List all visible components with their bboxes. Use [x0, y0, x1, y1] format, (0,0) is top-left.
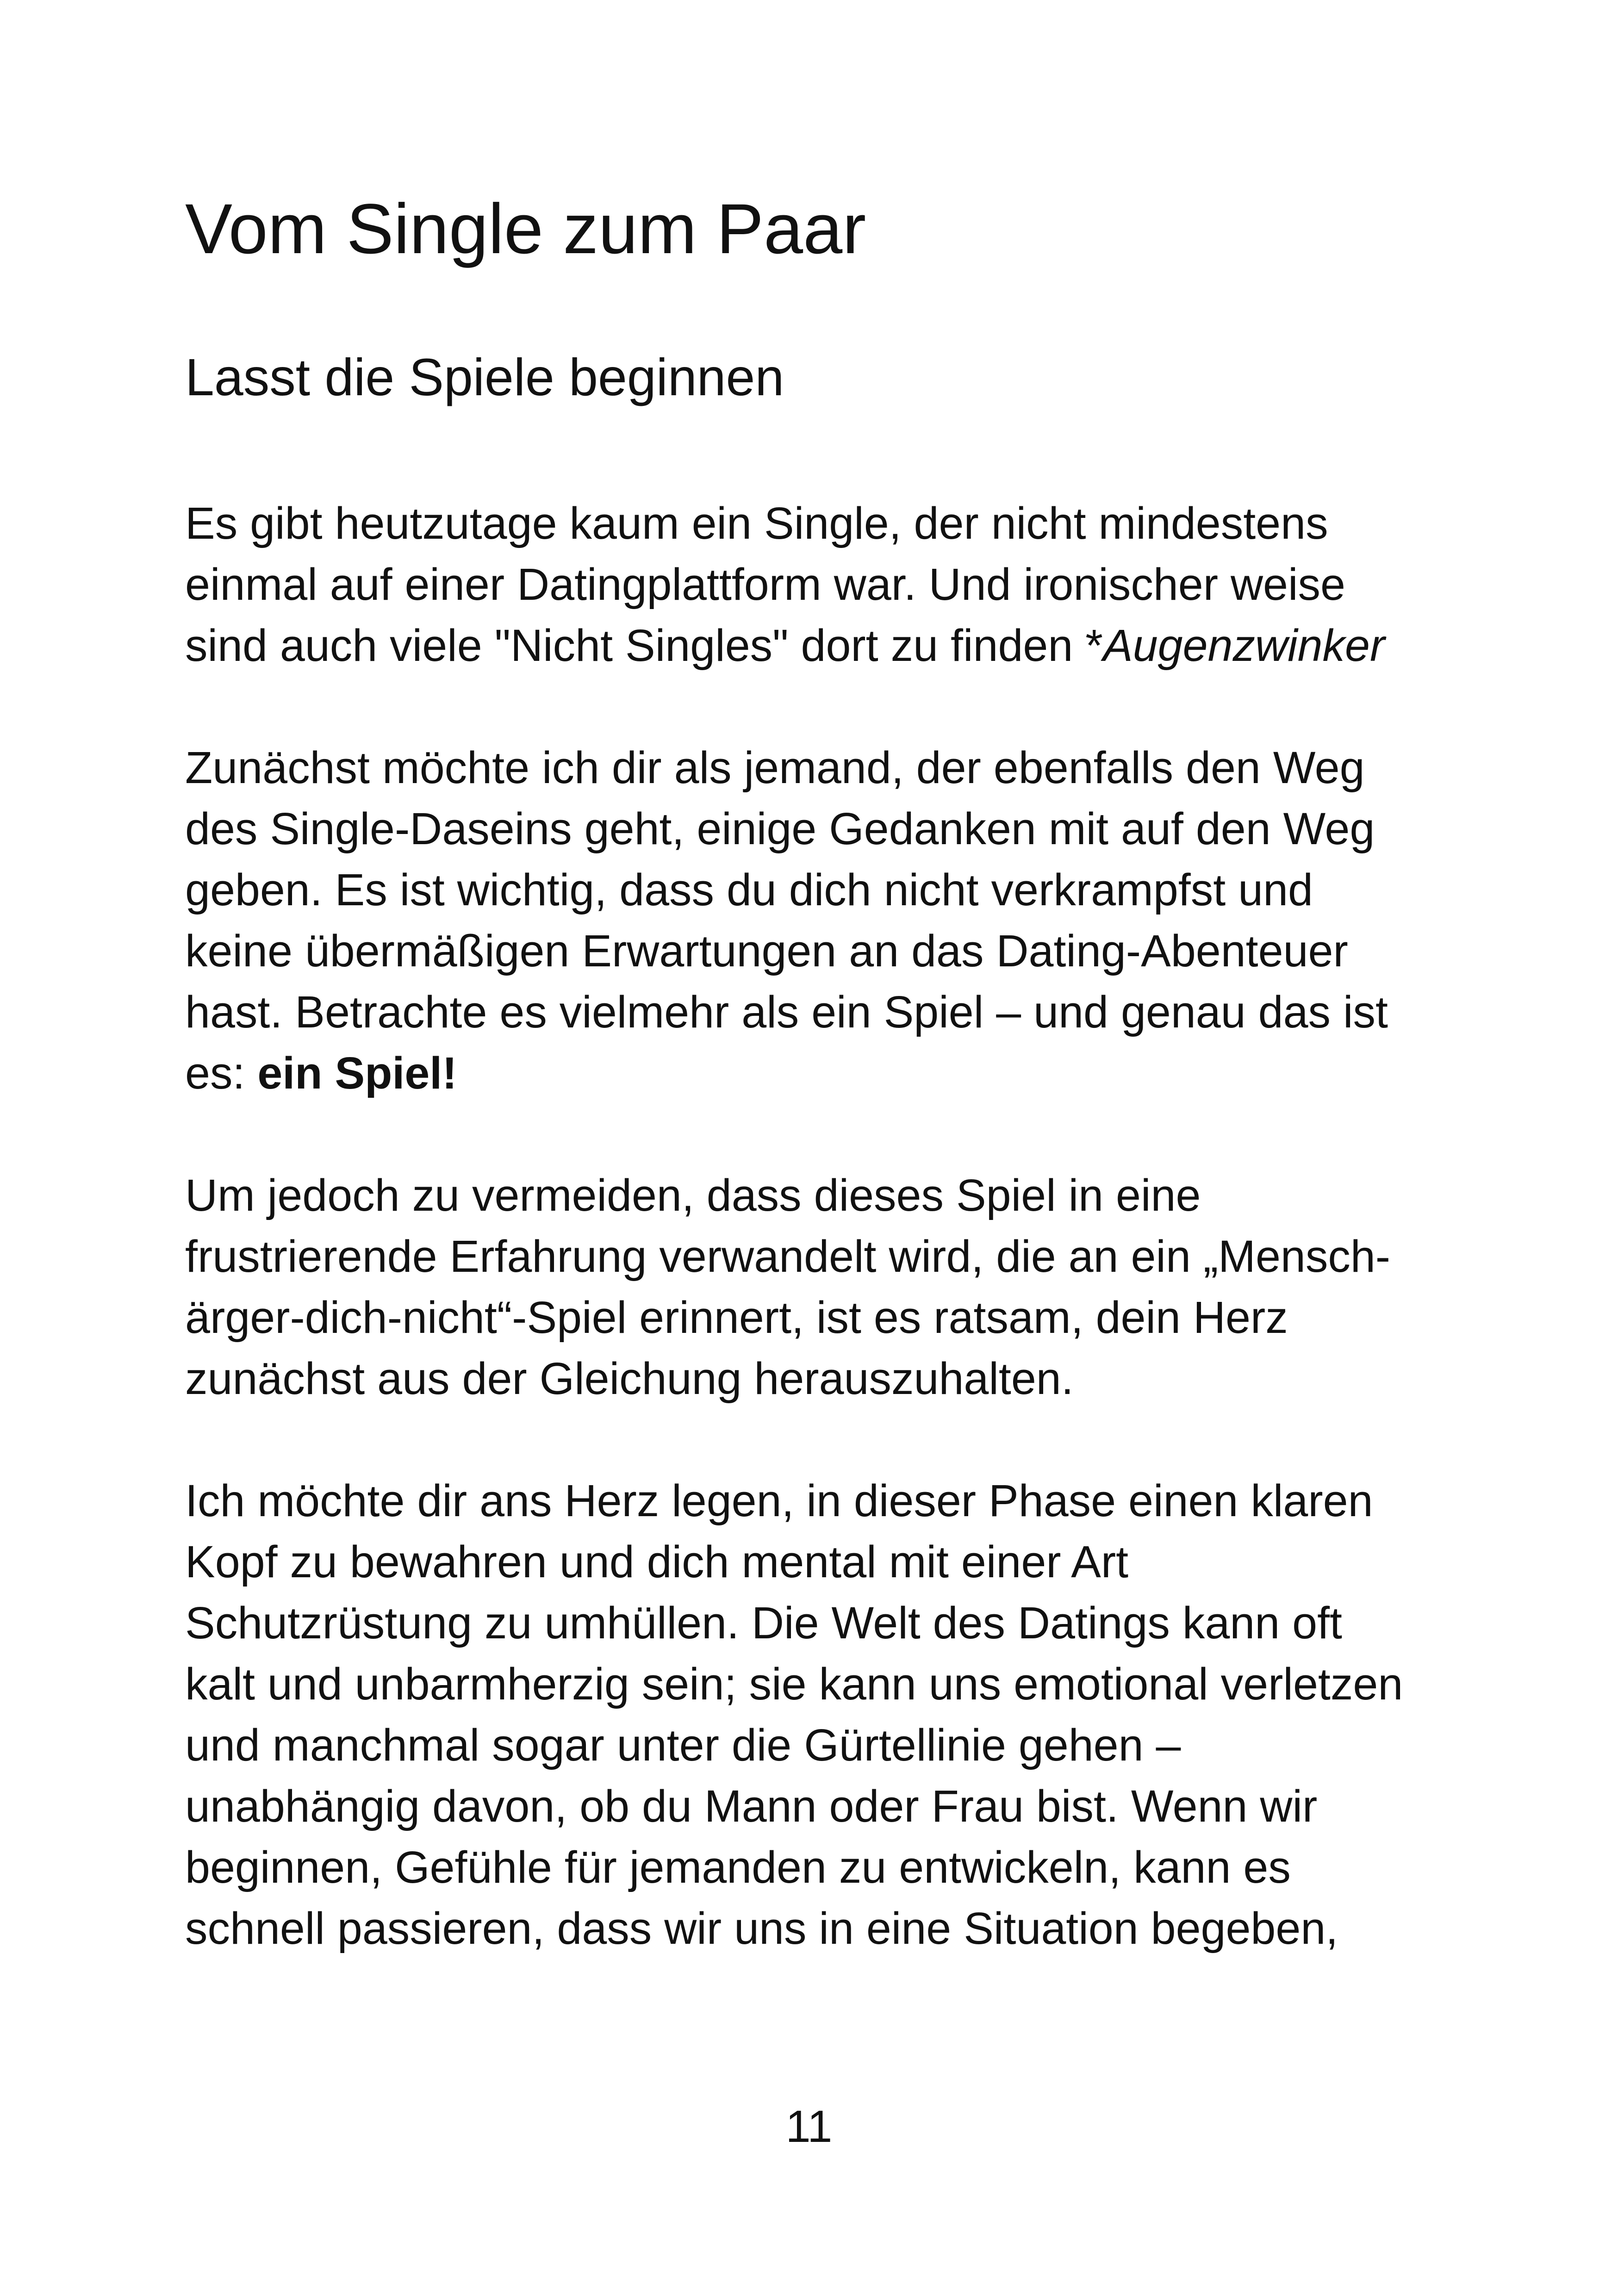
page-number: 11: [785, 2101, 833, 2152]
text-line: ärger-dich-nicht“-Spiel erinnert, ist es ratsam, dein Herz: [185, 1292, 1288, 1343]
text-line: und manchmal sogar unter die Gürtellinie gehen –: [185, 1720, 1181, 1770]
section-title: Lasst die Spiele beginnen: [185, 348, 784, 406]
text-line: Ich möchte dir ans Herz legen, in dieser Phase einen klaren: [185, 1475, 1373, 1526]
text-line: kalt und unbarmherzig sein; sie kann uns emotional verletzen: [185, 1659, 1403, 1709]
text-segment: sind auch viele "Nicht Singles" dort zu finden *: [185, 620, 1103, 671]
text-line: [185, 1043, 1462, 1104]
text-line: [185, 615, 1462, 676]
text-line: Um jedoch zu vermeiden, dass dieses Spiel in eine: [185, 1170, 1201, 1220]
text-line: keine übermäßigen Erwartungen an das Dating-Abenteuer: [185, 926, 1348, 976]
italic-text: Augenzwinker: [1103, 620, 1385, 671]
text-segment: es:: [185, 1048, 258, 1098]
body-text: [185, 493, 1462, 2020]
text-line: zunächst aus der Gleichung herauszuhalten.: [185, 1353, 1074, 1404]
text-line: Schutzrüstung zu umhüllen. Die Welt des Datings kann oft: [185, 1598, 1342, 1648]
text-line: hast. Betrachte es vielmehr als ein Spiel – und genau das ist: [185, 987, 1388, 1037]
paragraph-1: [185, 493, 1462, 676]
text-line: des Single-Daseins geht, einige Gedanken mit auf den Weg: [185, 803, 1375, 854]
chapter-title: Vom Single zum Paar: [185, 189, 866, 268]
text-line: frustrierende Erfahrung verwandelt wird, die an ein „Mensch-: [185, 1231, 1391, 1282]
text-line: Es gibt heutzutage kaum ein Single, der nicht mindestens: [185, 498, 1328, 548]
paragraph-2: [185, 737, 1462, 1104]
text-line: geben. Es ist wichtig, dass du dich nicht verkrampfst und: [185, 865, 1313, 915]
text-line: Zunächst möchte ich dir als jemand, der ebenfalls den Weg: [185, 742, 1365, 793]
text-line: beginnen, Gefühle für jemanden zu entwickeln, kann es: [185, 1842, 1291, 1892]
text-line: schnell passieren, dass wir uns in eine Situation begeben,: [185, 1903, 1338, 1954]
bold-text: ein Spiel!: [257, 1048, 457, 1098]
text-line: unabhängig davon, ob du Mann oder Frau bist. Wenn wir: [185, 1781, 1318, 1831]
paragraph-4: [185, 1470, 1462, 1959]
paragraph-3: [185, 1165, 1462, 1409]
text-line: Kopf zu bewahren und dich mental mit einer Art: [185, 1537, 1129, 1587]
text-line: einmal auf einer Datingplattform war. Und ironischer weise: [185, 559, 1345, 610]
